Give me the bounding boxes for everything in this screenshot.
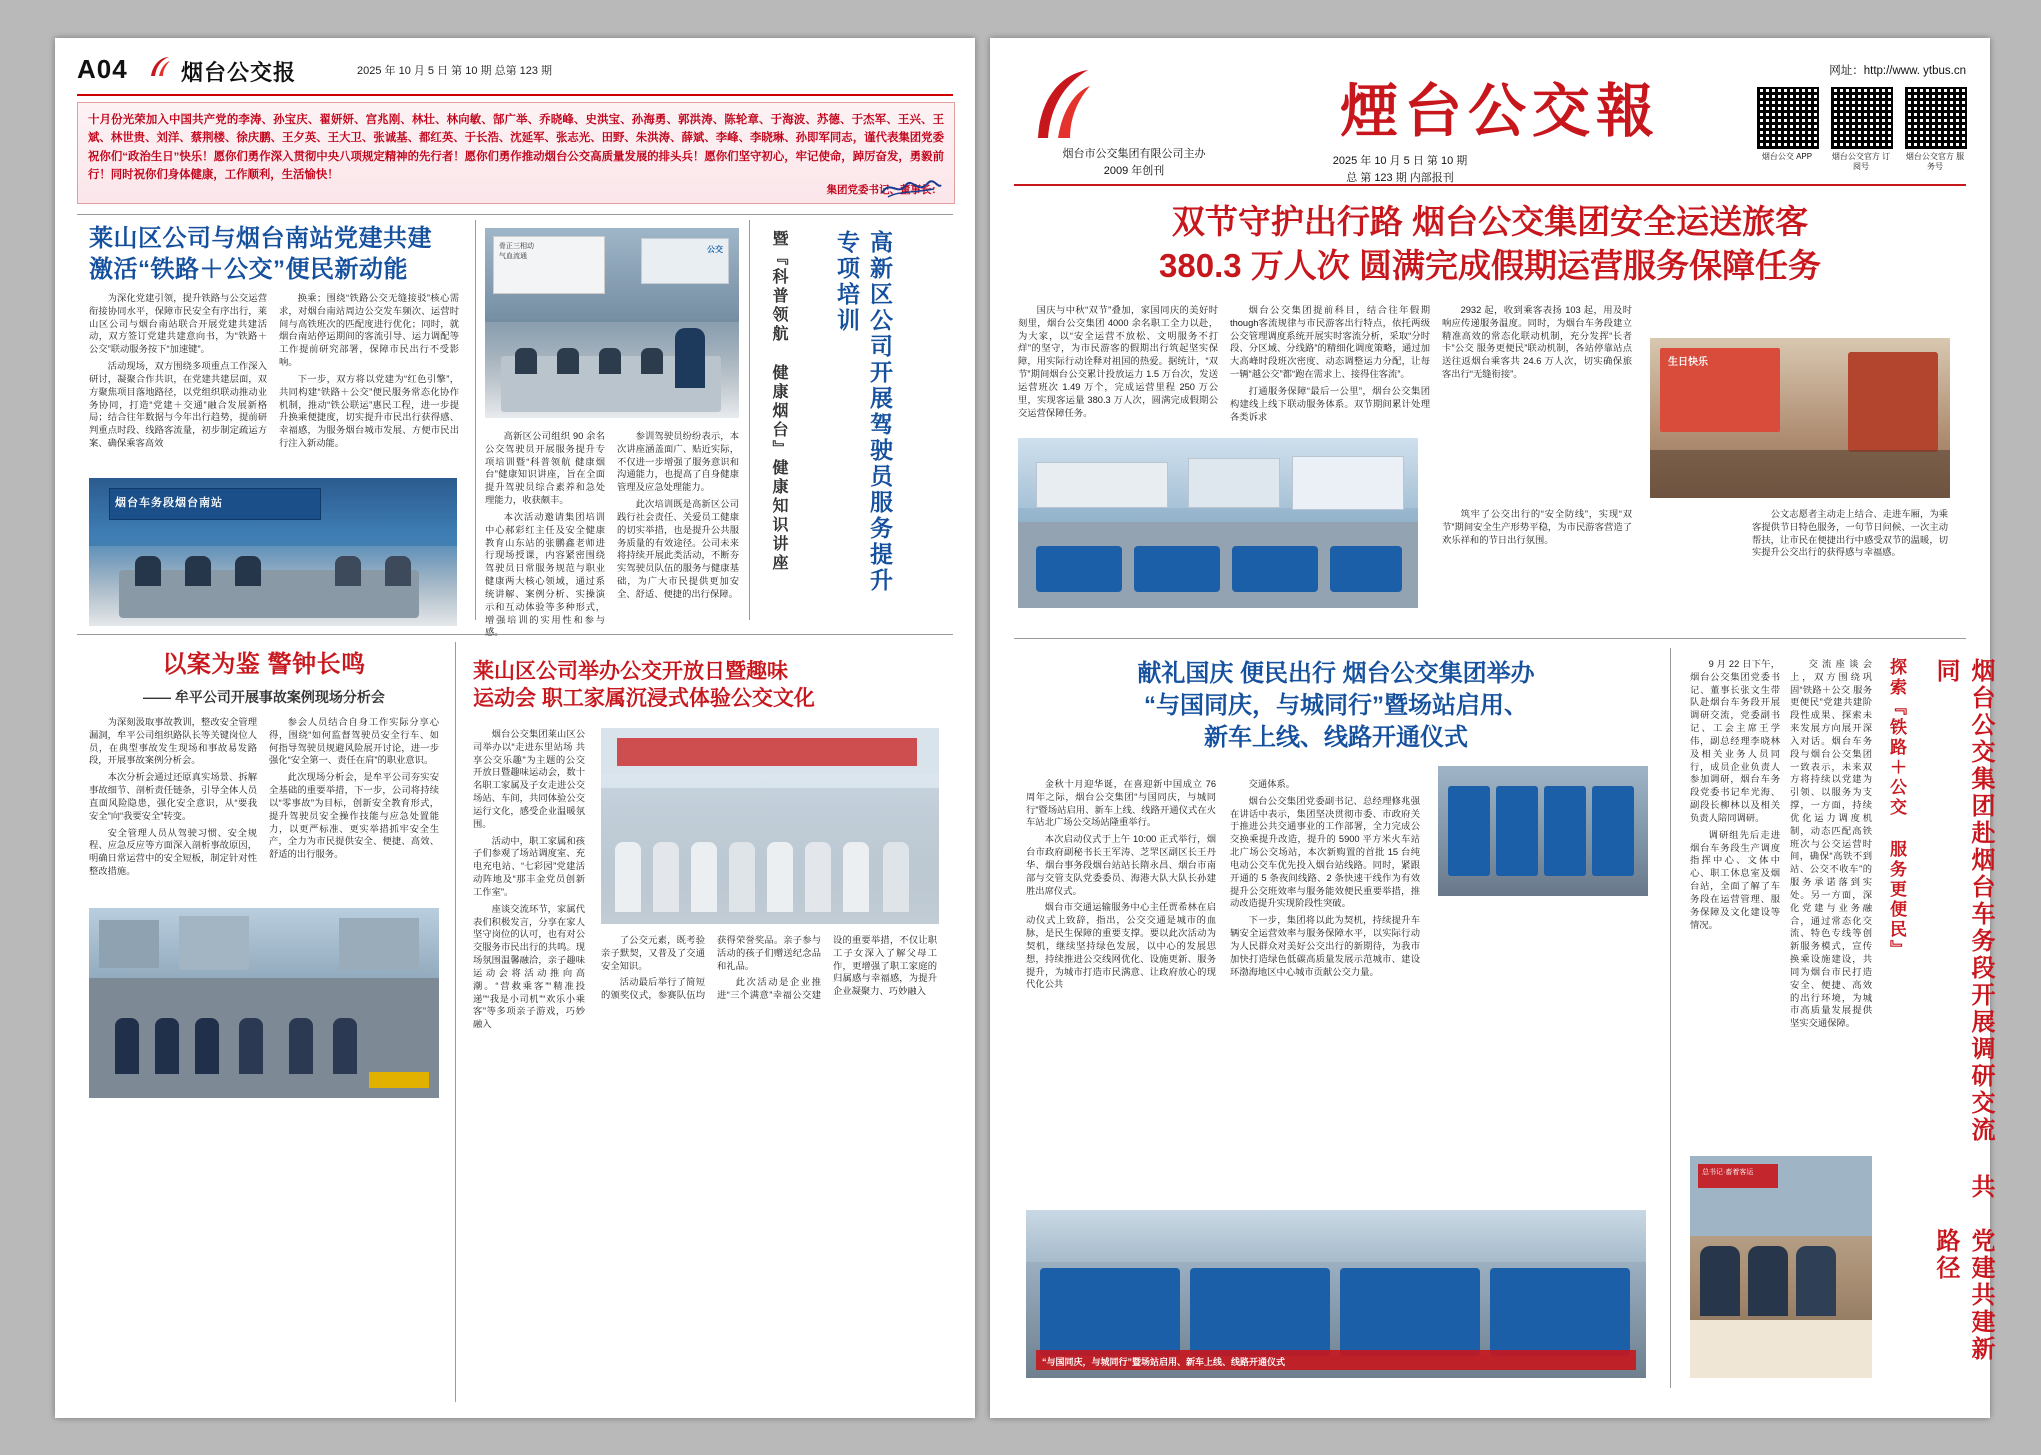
r-article3-col2: 交流座谈会上，双方围绕巩固“铁路＋公交 服务更便民”党建共建阶段性成果、探索未来发展方向展开深入对话。烟台车务段与烟台公交集团一致表示，未来双方将持续以党建为引领、以服务为支撑，一方面，持续优化运力调度机制，动态匹配高铁班次与公交运营时间，确保“高铁不到站、公交不收车”的服务承诺落到实处。另一方面，深化党建与业务融合，通过常态化交流、特色专线等创新服务模式，宣传换乘设施建设，共同为烟台市民打造安全、便捷、高效的出行环境，为城市高质量发展提供坚实交通保障。 (1790, 659, 1872, 1029)
article4-title-line2: 运动会 职工家属沉浸式体验公交文化 (473, 687, 815, 711)
sponsor-line2: 2009 年创刊 (1103, 164, 1165, 177)
masthead-issue (1270, 153, 1530, 186)
qr-app[interactable] (1756, 86, 1818, 172)
issue-date: 2025 年 10 月 5 日 第 10 期 总第 123 期 (357, 65, 553, 77)
photo-banner-text: 烟台车务段烟台南站 (115, 497, 223, 509)
r-article3-vertical-title-main: 烟台公交集团赴烟台车务段开展调研交流 共同 (1932, 658, 1994, 1201)
lead-col3: 2932 起，收到乘客表扬 103 起，用及时响应传递服务温度。同时，为烟台车务段建立精准高效的常态化联动机制，充分发挥“长者卡”公交 服务更便民”联动机制，各站停靠站点送往返烟台乘客共 24.6 万人次，切实确保旅客出行“无缝衔接”。 (1442, 305, 1632, 380)
photo-station-service (1018, 438, 1418, 608)
left-page-header (77, 50, 953, 96)
article-muping-case-review (89, 650, 439, 707)
lead-col4: 公文志愿者主动走上结合、走进车厢，为乘客提供节日特色服务，一句节日问候、一次主动帮扶，让市民在便捷出行中感受双节的温暖，切实提升公交出行的获得感与幸福感。 (1752, 509, 1948, 558)
ceremony-banner-text: “与国同庆，与城同行”暨场站启用、新车上线、线路开通仪式 (1042, 1357, 1286, 1367)
website-url: 网址：http://www. ytbus.cn (1829, 65, 1966, 77)
qr-service[interactable] (1904, 86, 1966, 172)
qr-app-icon[interactable] (1756, 86, 1820, 150)
r-article3-vertical-title-tail: 党建共建新路径 (1932, 1228, 1994, 1363)
masthead-title-text: 煙台公交報 (1339, 77, 1660, 145)
qr-service-icon[interactable] (1904, 86, 1968, 150)
photo-party-building-meeting (89, 478, 457, 626)
article-title-line1: 莱山区公司与烟台南站党建共建 (89, 225, 432, 252)
r-article2-col1: 金秋十月迎华诞，在喜迎新中国成立 76 周年之际，烟台公交集团“与国同庆，与城同行”暨场站启用、新车上线、线路开通仪式在火车站北广场公交场站隆重举行。 本次启动仪式于上午 10:00 正式举行，烟台市政府副秘书长王军涛、芝罘区副区长王丹华、烟台事务段烟台站站长隋永昌、烟台市南部与交管支队党委委员、海港大队大队长孙建胜出席仪式。 烟台市交通运输服务中心主任贾希林在启动仪式上致辞，指出，公交交通是城市的血脉，是民生保障的重要支撑。要以此次活动为契机，继续坚持绿色发展，以中心的发展思想，持续推进公交线网优化、设施更新、服务提升，为城市打造市民满意、让政府放心的现代化公共 (1026, 779, 1216, 990)
r-article2-col2: 交通体系。 烟台公交集团党委副书记、总经理修兆强在讲话中表示，集团坚决贯彻市委、市政府关于推进公共交通事业的工作部署，全力完成公交换乘提升改造，提升的 5900 平方米火车站北广场公交场站，本次新购置的首批 15 台纯电动公交车优先投入烟台站线路。同时，紧跟开通的 5 条夜间线路、2 条快速干线作为有效提升公交班效率与服务能效便民重要举措，推动改造提升实现阶段性突破。 下一步，集团将以此为契机，持续提升车辆安全运营效率与服务保障水平，以实际行动为人民群众对美好公交出行的新期待，为我市加快打造绿色低碳高质量发展示范城市、建设环渤海地区中心城市贡献公交力量。 (1230, 779, 1420, 977)
article2-col2: 参训驾驶员纷纷表示，本次讲座涵盖面广、贴近实际，不仅进一步增强了服务意识和沟通能力，也提高了自身健康管理及应急处理能力。 此次培训既是高新区公司践行社会责任、关爱员工健康的切实举措，也是提升公共服务质量的有效途径。公司未来将持续开展此类活动，不断夯实驾驶员队伍的服务与健康基础，为广大市民提供更加安全、舒适、便捷的出行保障。 (617, 431, 739, 599)
qr-code-group (1756, 86, 1966, 172)
article2-title-right (1026, 658, 1646, 754)
article-title-line2: 激活“铁路＋公交”便民新动能 (89, 255, 408, 283)
yantai-bus-logo-icon (147, 54, 173, 80)
right-page (990, 38, 1994, 1418)
qr-service-label: 烟台公交官方 服务号 (1905, 152, 1965, 171)
r-article3-col1: 9 月 22 日下午，烟台公交集团党委书记、董事长张文生带队赴烟台车务段开展调研交流，党委副书记、工会主席王学伟，副总经理李晓林及相关业务人员同行，成员企业负责人参加调研，烟台车务段党委书记牟光海、副段长柳林以及相关负责人陪同调研。 调研组先后走进烟台车务段生产调度指挥中心、文体中心、职工休息室及烟台站，全面了解了车务段在运营管理、服务保障及文化建设等情况。 (1690, 659, 1780, 930)
issue-line1: 2025 年 10 月 5 日 第 10 期 (1332, 155, 1468, 167)
article1-col1: 为深化党建引领，提升铁路与公交运营衔接协同水平，保障市民安全有序出行，莱山区公司与烟台南站联合开展党建共建活动，双方签订党建共建意向书，为“铁路＋公交”联动服务按下“加速键”。 活动现场，双方围绕多项重点工作深入研讨，凝聚合作共识，在党建共建层面，双方聚焦项目落地路径，以党组织联动推动业务协同，打造“党建＋交通”融合发展新格局；结合往年数据与今年出行趋势，提前研判重点时段、线路客流量，初步制定疏运方案、确保乘客高效 (89, 293, 267, 449)
article2-vertical-title-sub: 暨『科普领航 健康烟台』健康知识讲座 (770, 230, 787, 573)
photo-ceremony-buses (1026, 1210, 1646, 1378)
lead-col2: 烟台公交集团提前科目，结合往年假期though客流规律与市民游客出行特点，依托两级公交管理调度系统开展实时客流分析，采取“分时段、分区域、分线路”的精细化调度策略，通过加大高峰时段班次密度、动态调整运力分配，让每一辆“越公交”都“跑在需求上、接得住客流”。 打通服务保障“最后一公里”，烟台公交集团构建线上线下联动服务体系。双节期间累计处理各类诉求 (1230, 305, 1430, 422)
lead-col1: 国庆与中秋“双节”叠加，家国同庆的美好时刻里，烟台公交集团 4000 余名职工全力以赴，为大家，以“安全运营不放松、文明服务不打烊”的坚守，为市民游客的假期出行筑起坚实保障，用实际行动诠释对祖国的热爱。据统计，“双节”期间烟台公交累计投放运力 1.5 万台次，发送运营班次 1.49 万个，完成运营里程 250 万公里，实现客运量 380.3 万人次，圆满完成假期公交运营保障任务。 (1018, 305, 1218, 418)
research-photo-banner: 总书记·畜着客运 (1702, 1169, 1754, 1176)
article-laishan-nanzhan (89, 224, 459, 285)
article3-col2: 参会人员结合自身工作实际分享心得，围绕“如何监督驾驶员安全行车、如何指导驾驶员规避风险展开讨论，进一步强化“安全第一、责任在肩”的职业意识。 此次现场分析会，是牟平公司夯实安全基础的重要举措，下一步，公司将持续以“零事故”为目标，创新安全教育形式，提升驾驶员安全操作技能与应急处置能力，以更严标准、更实举措抓牢安全生产，全力为市民提供安全、便捷、高效、舒适的出行服务。 (269, 717, 439, 860)
page-number: A04 (77, 54, 128, 84)
lead-article-title (1030, 200, 1950, 288)
article3-subtitle: —— 牟平公司开展事故案例现场分析会 (143, 688, 385, 705)
masthead-title (1290, 64, 1710, 148)
lead-col3b: 筑牢了公交出行的“安全防线”，实现“双节”期间安全生产形势平稳，为市民游客营造了欢乐祥和的节日出行氛围。 (1442, 509, 1632, 545)
article4-title-line1: 莱山区公司举办公交开放日暨趣味 (473, 660, 788, 683)
congratulation-box (77, 102, 955, 204)
photo-driver-training: 骨正三相动 气血流通 公交 (485, 228, 739, 418)
r-article2-title-line3: 新车上线、线路开通仪式 (1204, 724, 1468, 752)
paper-name: 烟台公交报 (181, 60, 297, 85)
r-article3-vertical-title-sub: 探索『铁路＋公交 服务更便民』 (1887, 658, 1906, 960)
sponsor-line1: 烟台市公交集团有限公司主办 (1062, 148, 1206, 160)
r-article2-title-line2: “与国同庆，与城同行”暨场站启用、 (1144, 692, 1528, 720)
photo-open-day-group (601, 728, 939, 924)
qr-app-label: 烟台公交 APP (1761, 152, 1813, 161)
lead-title-line2: 380.3 万人次 圆满完成假期运营服务保障任务 (1159, 247, 1821, 285)
qr-subscription-label: 烟台公交官方 订阅号 (1831, 152, 1891, 171)
photo-research-meeting (1690, 1156, 1872, 1378)
article2-vertical-title-main: 高新区公司开展驾驶员服务提升专项培训 (834, 230, 893, 594)
masthead-sponsor (1014, 146, 1254, 179)
photo-new-buses-lot (1438, 766, 1648, 896)
qr-subscription-icon[interactable] (1830, 86, 1894, 150)
article-open-day (473, 658, 939, 713)
lead-title-line1: 双节守护出行路 烟台公交集团安全运送旅客 (1171, 203, 1809, 240)
article3-title: 以案为鉴 警钟长鸣 (162, 651, 366, 678)
article4-col1: 烟台公交集团莱山区公司举办以“走进东里站场 共享公交乐趣”为主题的公交开放日暨趣味运动会，数十名职工家属及子女走进公交场站、车间，共同体验公交运行文化，感受企业温暖氛围。 活动中，职工家属和孩子们参观了场站调度室、充电充电站、“七彩园”党建活动阵地及“那丰金党员创新工作室”。 座谈交流环节，家属代表们积极发言，分享在家人坚守岗位的认可，也有对公交服务市民出行的共鸣。现场氛围温馨融洽，亲子趣味运动会将活动推向高潮。“营救乘客”“精准投递”“我是小司机”“欢乐小乘客”等多项亲子游戏，巧妙融入 (473, 729, 585, 1030)
qr-subscription[interactable] (1830, 86, 1892, 172)
photo-bus-interior-service: 生日快乐 (1650, 338, 1950, 498)
left-page (55, 38, 975, 1418)
masthead-logo-icon (1030, 66, 1096, 144)
article2-col1: 高新区公司组织 90 余名公交驾驶员开展服务提升专项培训暨“科普领航 健康烟台”健康知识讲座，旨在全面提升驾驶员综合素养和急处理能力，收获颇丰。 本次活动邀请集团培训中心郝彩红主任及安全健康教育山东站的张鹏鑫老师进行现场授课，内容紧密围绕驾驶员日常服务规范与职业健康两大核心领域，通过系统讲解、案例分析、实操演示和互动体验等多种形式，增强培训的实用性和参与感。 (485, 431, 605, 638)
article4-col2: 了公交元素，既考验亲子默契，又普及了交通安全知识。 活动最后举行了简短的颁奖仪式，参赛队伍均获得荣誉奖品。亲子参与活动的孩子们赠送纪念品和礼品。 此次活动是企业推进“三个满意”幸福公交建设的重要举措，不仅让职工子女深入了解父母工作，更增强了职工家庭的归属感与幸福感，为提升企业凝聚力、巧妙融入 (601, 935, 937, 1001)
handwritten-signature (878, 175, 944, 201)
masthead (990, 38, 1990, 188)
r-article2-title-line1: 献礼国庆 便民出行 烟台公交集团举办 (1137, 660, 1535, 687)
issue-line2: 总 第 123 期 内部报刊 (1346, 171, 1454, 184)
article3-col1: 为深刻汲取事故教训，整改安全管理漏洞，牟平公司组织路队长等关键岗位人员，在典型事故发生现场和事故易发路段，开展事故案例分析会。 本次分析会通过还原真实场景、拆解事故细节、剖析责任链条，引导全体人员直面风险隐患，强化安全意识，从“要我安全”向“我要安全”转变。 安全管理人员从驾驶习惯、安全规程、应急反应等方面深入剖析事故原因，明确日常运营中的安全短板，制定针对性整改措施。 (89, 717, 257, 877)
article1-col2: 换乘；围绕“铁路公交无缝接驳”核心需求，对烟台南站周边公交发车频次、运营时间与高铁班次的匹配度进行优化；同时，就烟台南站停运期间的客流引导、运力调配等工作提前研究部署，保障市民出行不受影响。 下一步，双方将以党建为“红色引擎”，共同构建“铁路＋公交”便民服务常态化协作机制，推动“铁公联运”惠民工程，进一步提升换乘便捷度，切实提升市民出行获得感、幸福感，为服务烟台城市发展、方便市民出行注入新动能。 (279, 293, 459, 449)
signature-label: 集团党委书记、董事长： (826, 184, 942, 196)
photo-accident-case-site (89, 908, 439, 1098)
congratulation-text: 十月份光荣加入中国共产党的李涛、孙宝庆、翟妍妍、宫兆刚、林壮、林向敏、郜广举、乔晓峰、史洪宝、孙海勇、郭洪涛、陈轮章、于海波、苏德、于杰军、王兴、王斌、林世贵、刘洋、蔡荆楼、徐庆鹏、王夕英、王大卫、张诚基、都红英、于长浩、沈延军、张志光、田野、朱洪涛、薛斌、李峰、李晓琳、孙即军同志，谨代表集团党委祝你们“政治生日”快乐！愿你们勇作深入贯彻中央八项规定精神的先行者！愿你们勇作推动烟台公交高质量发展的排头兵！愿你们坚守初心，牢记使命，踔厉奋发，勇毅前行！同时祝你们身体健康，工作顺利，生活愉快！ (88, 114, 944, 182)
